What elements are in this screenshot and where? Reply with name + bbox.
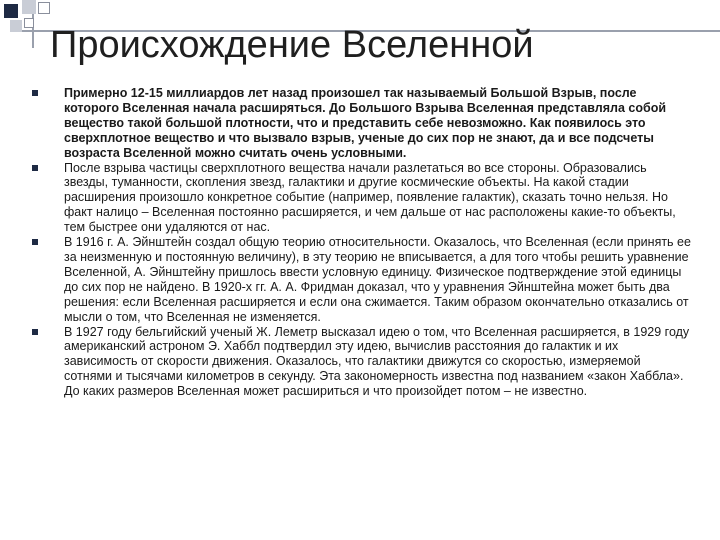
bullet-text: Примерно 12-15 миллиардов лет назад произошел так называемый Большой Взрыв, после которого Вселенная начала расширяться. До Большого Взрыва Вселенная представляла собой вещество такой большой плотности, что и представить себе невозможно. Как появилось это сверхплотное вещество и что вызвало взрыв, ученые до сих пор не знают, да и все подсчеты возраста Вселенной можно считать очень условными.	[64, 86, 667, 160]
bullet-text: В 1927 году бельгийский ученый Ж. Леметр высказал идею о том, что Вселенная расширяется, в 1929 году американский астроном Э. Хаббл подтвердил эту идею, вычислив расстояния до галактик и их зависимость от скорости движения. Оказалось, что галактики движутся со скоростью, измеряемой сотнями и тысячами километров в секунду. Эта закономерность известна под названием «закон Хаббла». До каких размеров Вселенная может расшириться и что произойдет потом – не известно.	[64, 324, 690, 399]
bullet-item	[30, 325, 692, 400]
bullet-text: После взрыва частицы сверхплотного вещества начали разлетаться во все стороны. Образовались звезды, туманности, скопления звезд, галактики и другие космические объекты. На какой стадии расширения произошло конкретное событие (например, появление галактик), сказать точно нельзя. Но факт налицо – Вселенная постоянно расширяется, и чем дальше от нас расположены какие-то объекты, тем быстрее они удаляются от нас.	[64, 160, 676, 235]
deco-square	[22, 0, 36, 14]
bullet-text: В 1916 г. А. Эйнштейн создал общую теорию относительности. Оказалось, что Вселенная (если принять ее за неизменную и постоянную величину), в эту теорию не вписывается, а для того чтобы решить уравнение Вселенной, А. Эйнштейну пришлось ввести условную единицу. Физическое подтверждение этой единицы до сих пор не найдено. В 1920-х гг. А. А. Фридман доказал, что у уравнения Эйнштейна может быть два решения: если Вселенная расширяется и если она сжимается. Таким образом окончательно отказались от мысли о том, что Вселенная не изменяется.	[64, 235, 691, 324]
deco-square	[38, 2, 50, 14]
bullet-item	[30, 161, 692, 236]
bullet-item	[30, 86, 692, 161]
bullet-square-icon	[32, 239, 38, 245]
bullet-square-icon	[32, 165, 38, 171]
bullet-list	[30, 86, 692, 399]
slide-title: Происхождение Вселенной	[50, 24, 534, 66]
bullet-square-icon	[32, 90, 38, 96]
deco-square	[4, 4, 18, 18]
deco-square	[10, 20, 22, 32]
deco-square	[24, 18, 34, 28]
bullet-item	[30, 235, 692, 324]
bullet-square-icon	[32, 329, 38, 335]
